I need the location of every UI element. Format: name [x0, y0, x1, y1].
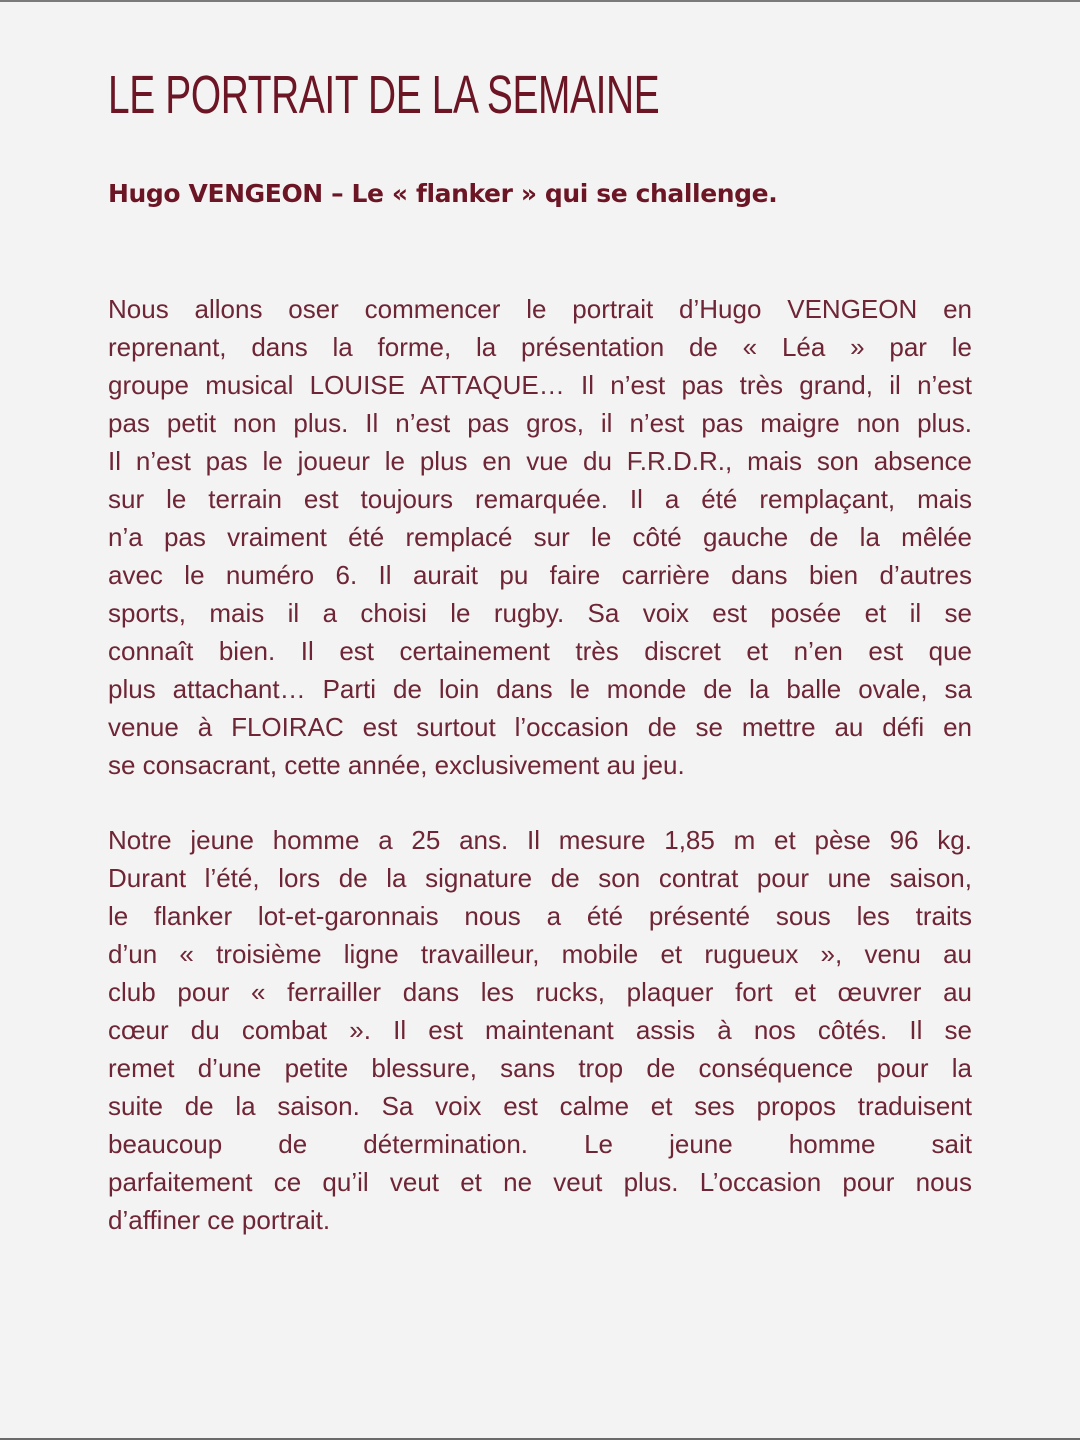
text-line: Durant l’été, lors de la signature de son contrat pour une saison, — [108, 863, 972, 893]
text-line: groupe musical LOUISE ATTAQUE… Il n’est pas très grand, il n’est — [108, 370, 972, 400]
text-line: Nous allons oser commencer le portrait d’Hugo VENGEON en — [108, 294, 972, 324]
text-line: le flanker lot-et-garonnais nous a été présenté sous les traits — [108, 901, 972, 931]
text-line: sports, mais il a choisi le rugby. Sa voix est posée et il se — [108, 598, 972, 628]
text-line: venue à FLOIRAC est surtout l’occasion de se mettre au défi en — [108, 712, 972, 742]
paragraph-1 — [108, 290, 972, 784]
text-line: Il n’est pas le joueur le plus en vue du F.R.D.R., mais son absence — [108, 446, 972, 476]
text-line: sur le terrain est toujours remarquée. Il a été remplaçant, mais — [108, 484, 972, 514]
text-line: se consacrant, cette année, exclusivement au jeu. — [108, 750, 685, 780]
text-line: suite de la saison. Sa voix est calme et ses propos traduisent — [108, 1091, 972, 1121]
text-line: Notre jeune homme a 25 ans. Il mesure 1,85 m et pèse 96 kg. — [108, 825, 972, 855]
text-line: n’a pas vraiment été remplacé sur le côté gauche de la mêlée — [108, 522, 972, 552]
text-line: beaucoup de détermination. Le jeune homme sait — [108, 1129, 972, 1159]
text-line: remet d’une petite blessure, sans trop de conséquence pour la — [108, 1053, 972, 1083]
text-line: cœur du combat ». Il est maintenant assis à nos côtés. Il se — [108, 1015, 972, 1045]
text-line: club pour « ferrailler dans les rucks, plaquer fort et œuvrer au — [108, 977, 972, 1007]
text-line: plus attachant… Parti de loin dans le monde de la balle ovale, sa — [108, 674, 972, 704]
article-headline: Hugo VENGEON – Le « flanker » qui se challenge. — [108, 179, 778, 208]
section-title: LE PORTRAIT DE LA SEMAINE — [108, 65, 660, 125]
text-line: connaît bien. Il est certainement très discret et n’en est que — [108, 636, 972, 666]
text-line: d’affiner ce portrait. — [108, 1205, 331, 1235]
text-line: parfaitement ce qu’il veut et ne veut plus. L’occasion pour nous — [108, 1167, 972, 1197]
top-border — [0, 0, 1080, 2]
text-line: reprenant, dans la forme, la présentation de « Léa » par le — [108, 332, 972, 362]
paragraph-2 — [108, 821, 972, 1239]
text-line: pas petit non plus. Il n’est pas gros, il n’est pas maigre non plus. — [108, 408, 972, 438]
text-line: d’un « troisième ligne travailleur, mobile et rugueux », venu au — [108, 939, 972, 969]
text-line: avec le numéro 6. Il aurait pu faire carrière dans bien d’autres — [108, 560, 972, 590]
